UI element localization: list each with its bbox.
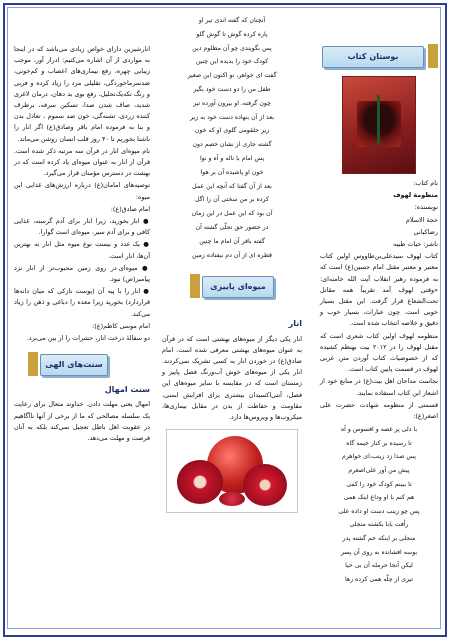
bullet-text: انار را با پیه آن (پوست نازکی که میان دانه‌ها قراردارد) بخورید زیرا معده را دباغی و ذهن را زیاد می‌کند.	[14, 287, 150, 318]
poem-line: با دلی پر غصه و افسوس و آه	[340, 426, 418, 434]
poem-line: پس چو زینب دست او داده علی	[338, 507, 420, 515]
book-banner	[320, 44, 438, 70]
fruit-banner-title: میوه‌ای پاییزی	[202, 276, 274, 298]
bullet-item: ● یک عدد و بیست نوع میوه مثل انار به بهترین آن‌ها، انار است.	[14, 240, 151, 260]
section-heading: سنت امهال	[104, 385, 150, 395]
bullet-text: انار بخورید، زیرا انار برای آدم گرسنه، غذایی کافی و برای آدم سیر، میوه‌ای است گوارا.	[14, 217, 150, 237]
poem-line: در حضور حق تجلّی گشته آن	[195, 223, 269, 231]
book-info-line: ناشر: حیات طیبه	[392, 240, 438, 249]
pomegranate-half-2	[243, 464, 287, 506]
imam-name: امام صادق(ع):	[110, 204, 150, 213]
book-info-line: حجة الاسلام	[405, 215, 438, 224]
bullet-item: ● میوه‌ای در روی زمین محبوب‌تر از انار نزد پیامبر(ص) نبود.	[14, 263, 151, 284]
book-cover-image	[342, 76, 416, 174]
bullet-text: میوه‌ای در روی زمین محبوب‌تر از انار نزد پیامبر(ص) نبود.	[14, 263, 150, 284]
banner-ribbon	[190, 274, 200, 298]
bullet-text: یک عدد و بیست نوع میوه مثل انار به بهترین آن‌ها، انار است.	[14, 240, 150, 260]
poem-line: طفل من را دو دست خود بگیر	[193, 85, 271, 93]
poem-line: کودک خود را بدیده این چنین	[195, 58, 269, 66]
imam-name: امام موسی کاظم(ع):	[92, 321, 150, 330]
left-column	[14, 44, 150, 445]
quran-paragraph: نام میوه‌ای انار در قرآن سه مرتبه ذکر شده است. قرآن از انار به عنوان میوه‌ای یاد کرده است که در بهشت در دسترس مؤمنان قرار می‌گیرد.	[14, 146, 150, 178]
poem-line: بعد از آن گفتا که آنچه این عمل	[192, 182, 272, 190]
poem-line: تا رسیده بر کنار خیمه گاه	[346, 439, 412, 447]
book-paragraph: قسمتی از منظومه شهادت حضرت علی اصغر(ع):	[320, 400, 438, 421]
poem-line: تیری از چلّه همی کرده رها	[344, 575, 414, 583]
recommendations-intro: توصیه‌های امامان(ع) درباره ارزش‌های غذایی این میوه:	[14, 181, 150, 201]
pomegranate-paragraph: انار یکی دیگر از میوه‌های بهشتی است که در قرآن به عنوان میوه‌های بهشتی معرفی شده است. امام صادق(ع) در خوردن انار به کسی تشریک نمی‌کردند. انار یکی از میوه‌های خوش آب‌ورنگ فصل پاییز و زمستان است که در مقایسه با سایر میوه‌های این فصل، آنتی‌اکسیدان بیشتری برای افزایش ایمنی، مقاومت و حفاظت از بدن در مقابل بیماری‌ها، میکروب‌ها و ویروس‌ها دارد.	[162, 334, 302, 421]
divine-banner-title: سنت‌های الهی	[40, 354, 108, 376]
pomegranate-seeds	[219, 492, 245, 506]
poem-line: کرده بر من سختی آن را اگل	[195, 196, 269, 204]
bullet-item: ● انار را با پیه آن (پوست نازکی که میان دانه‌ها قراردارد) بخورید زیرا معده را دباغی و ذهن را زیاد می‌کند.	[14, 287, 150, 318]
poem-line: گفت ای خواهر، تو اکنون این صغیر	[187, 72, 277, 80]
book-banner-title: بوستان کتاب	[322, 46, 424, 68]
pomegranate-benefits-paragraph: انارشیرین دارای خواص زیادی می‌باشد که در اینجا به مواردی از آن اشاره می‌کنیم: ادرار آور، موجب زیبایی چهره، رفع بیماری‌های اعصاب و کم‌خونی، ضدسرماخوردگی، تقلیلی مرد را زیاد کرده و فربی و رنگ ‌تکه‌یک‌تحلیل، رفع بوی بد دهان، درمان لاغری شدید، صاف شدن صدا، تسکین سرفه، برطرف کننده زردی، تشنه‌گی، خون ضد سموم ، تعادل بدن و بنا به فرموده امام باقر وصادق(ع) اگر انار را ناشتا بخوریم تا ۴۰ روز قلب انسان روشن می‌ماند.	[14, 45, 150, 143]
banner-ribbon	[28, 352, 38, 376]
poem-line: پاره کرده گوش تا گوش گلو	[196, 30, 268, 38]
book-info-line: رضاکیانی	[413, 227, 438, 236]
poem-line: پس صدا زد زینب،ای خواهرم	[342, 453, 416, 461]
pomegranate-half	[177, 460, 223, 504]
section-heading: انار	[288, 319, 302, 329]
poem-line: لیکن آنجا حرمله آن بی حیا	[345, 562, 413, 570]
imhal-paragraph: امهال یعنی مهلت دادن. خداوند متعال برای رعایت یک سلسله مصالحی که ما از برخی از آنها ناآگاهیم در عقوبت اهل باطل تعجیل نمی‌کند بلکه به آنان فرصت و مهلت می‌دهد.	[14, 400, 150, 443]
divine-banner	[14, 352, 150, 378]
middle-column	[162, 14, 302, 513]
poem-line: هم کنم با او وداع اینک همی	[343, 494, 415, 502]
poem-line: خون او پاشیده آن بر هوا	[200, 168, 264, 176]
poem-line: گفته باقر آن امام ما چنین	[199, 237, 265, 245]
book-paragraph: منظومه لهوف اولین کتاب شعری است که مقتل لهوف را در ۲۰۱۲ بیت بهنظم کشیده که از خصوصیات کتاب آوردن متن عربی لهوف در قسمت پایین کتاب است.	[320, 331, 438, 374]
bullet-item: ● انار بخورید، زیرا انار برای آدم گرسنه، غذایی کافی و برای آدم سیر، میوه‌ای است گوارا.	[14, 217, 150, 237]
poem-line: منجلی بر اینکه خم گشته پدر	[342, 535, 416, 543]
book-paragraph: کتاب لهوف سیدعلی‌بن‌طاووس اولین کتاب معتبر و معتبر مقتل امام حسین(ع) است که به فرموده رهبر انقلاب آیت الله خامنه‌ای: «وقتی لهوف آمد تقریباً همه مقاتل تحت‌الشعاع قرار گرفت. این مقتل بسیار خوبی است. چون عبارات، بسیار خوب و دقیق و خلاصه انتخاب شده است.	[320, 252, 438, 328]
poem-line: پیش من آور علی‌اصغرم	[348, 467, 410, 475]
poem-line: پس امام با ناله و آه و نوا	[199, 154, 265, 162]
right-column	[320, 44, 438, 586]
poem-line: بوسه افشانده به روی آن پسر	[340, 548, 418, 556]
poem-line: آنچنان که گفته اندی تیر او	[198, 17, 266, 24]
poem-line: چون گرفته، او بیرون آورده تیر	[193, 99, 271, 107]
poem-line: زیر حلقومی گلوی او که خون	[194, 127, 270, 135]
poem-line: گشته جاری از نشان خصم دون	[192, 141, 272, 149]
poem-line: آن بود که این عمل در این زمان	[191, 210, 273, 218]
pomegranate-image	[166, 429, 298, 513]
fruit-banner	[162, 274, 302, 300]
poem-line: رأفت بابا بکشته منجلی	[349, 521, 409, 529]
poem-line: پس بگویندی چو آن مظلوم دین	[192, 44, 272, 52]
book-paragraph: بجاست مداحان اهل بیت(ع) در منابع خود از اشعار این کتاب استفاده نمایند.	[320, 377, 438, 397]
book-info-line: منظومة لهوف	[393, 191, 438, 200]
hadith-text: دو سفالهٔ درخت انار، حشرات را از بین می‌برد.	[26, 334, 150, 343]
cover-stem	[377, 95, 380, 145]
book-info-line: نویسنده:	[414, 203, 438, 212]
martyrdom-poem	[162, 14, 302, 262]
book-poem	[320, 423, 438, 586]
book-info-line: نام کتاب:	[413, 179, 438, 187]
poem-line: تا ببینم کودک خود را کمی	[346, 480, 412, 488]
poem-line: بعد از آن بنهاده دست خود به زیر	[190, 113, 274, 121]
poem-line: قطره ای از آن دم نیفتاده زمین	[192, 251, 272, 259]
banner-ribbon	[428, 44, 438, 68]
